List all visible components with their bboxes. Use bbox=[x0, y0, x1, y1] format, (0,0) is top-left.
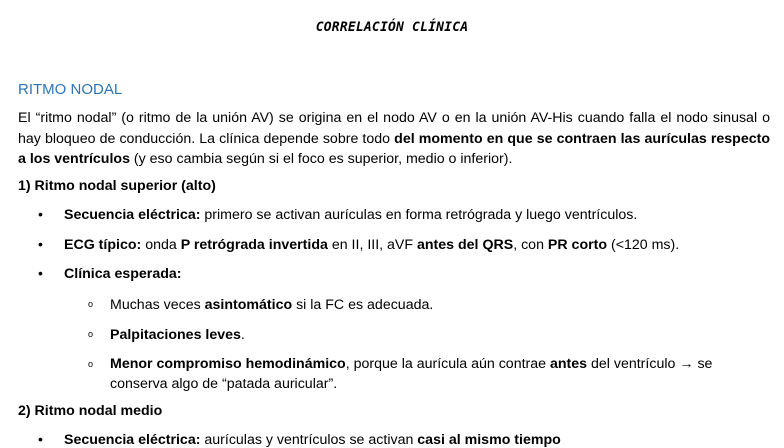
sub-item-asintomatico bbox=[110, 295, 770, 315]
bullet-emphasis: PR corto bbox=[547, 237, 608, 253]
bullet-text: , con bbox=[513, 237, 548, 253]
bullet-emphasis: antes del QRS bbox=[417, 237, 514, 253]
sub-item-emphasis: antes bbox=[549, 356, 588, 372]
bullet-text: aurículas y ventrículos se activan bbox=[200, 432, 418, 448]
sub-item-compromiso bbox=[110, 354, 770, 394]
bullet-icon: • bbox=[38, 431, 43, 447]
bullet-label: Secuencia eléctrica: bbox=[64, 432, 201, 448]
subheading-medio: 2) Ritmo nodal medio bbox=[18, 403, 163, 419]
section-heading: RITMO NODAL bbox=[18, 81, 123, 98]
intro-text-end: (y eso cambia según si el foco es superior, medio o inferior). bbox=[129, 151, 513, 167]
intro-text: El “ritmo nodal” (o ritmo de la unión AV) se origina en el nodo AV o en la unión AV-His cuando falla el nodo sinusal o hay bloqueo de conducción. La clínica depende sobre todo bbox=[18, 110, 770, 147]
subheading-superior: 1) Ritmo nodal superior (alto) bbox=[18, 178, 216, 194]
bullet-item-ecg bbox=[64, 237, 776, 253]
bullet-item-secuencia-medio bbox=[64, 432, 776, 448]
sub-bullet-icon: o bbox=[88, 299, 94, 309]
sub-item-emphasis: Menor compromiso hemodinámico bbox=[110, 356, 346, 372]
document-title: CORRELACIÓN CLÍNICA bbox=[315, 20, 469, 35]
sub-item-emphasis: Palpitaciones leves bbox=[110, 327, 241, 343]
intro-paragraph bbox=[18, 108, 770, 170]
bullet-label: ECG típico: bbox=[64, 237, 142, 253]
sub-item-emphasis: asintomático bbox=[204, 297, 293, 313]
bullet-text: onda bbox=[141, 237, 181, 253]
bullet-label: Secuencia eléctrica: bbox=[64, 207, 201, 223]
bullet-icon: • bbox=[38, 236, 43, 252]
bullet-icon: • bbox=[38, 206, 43, 222]
bullet-text: primero se activan aurículas en forma retrógrada y luego ventrículos. bbox=[200, 207, 638, 223]
bullet-emphasis: P retrógrada invertida bbox=[180, 237, 328, 253]
sub-item-text: , porque la aurícula aún contrae bbox=[345, 356, 550, 372]
sub-item-palpitaciones bbox=[110, 325, 770, 345]
sub-bullet-icon: o bbox=[88, 329, 94, 339]
sub-item-text: Muchas veces bbox=[110, 297, 205, 313]
bullet-text: en II, III, aVF bbox=[327, 237, 417, 253]
sub-item-text: del ventrículo → se conserva algo de “patada auricular”. bbox=[110, 356, 713, 392]
bullet-item-clinica bbox=[64, 266, 776, 282]
bullet-text: (<120 ms). bbox=[607, 237, 680, 253]
sub-item-text: si la FC es adecuada. bbox=[292, 297, 434, 313]
bullet-label: Clínica esperada: bbox=[64, 266, 182, 282]
sub-item-text: . bbox=[240, 327, 245, 343]
bullet-icon: • bbox=[38, 265, 43, 281]
intro-emphasis: del momento en que se contraen las aurículas respecto a los ventrículos bbox=[18, 130, 770, 167]
bullet-emphasis: casi al mismo tiempo bbox=[417, 432, 561, 448]
bullet-item-secuencia bbox=[64, 207, 776, 223]
sub-bullet-icon: o bbox=[88, 359, 94, 369]
